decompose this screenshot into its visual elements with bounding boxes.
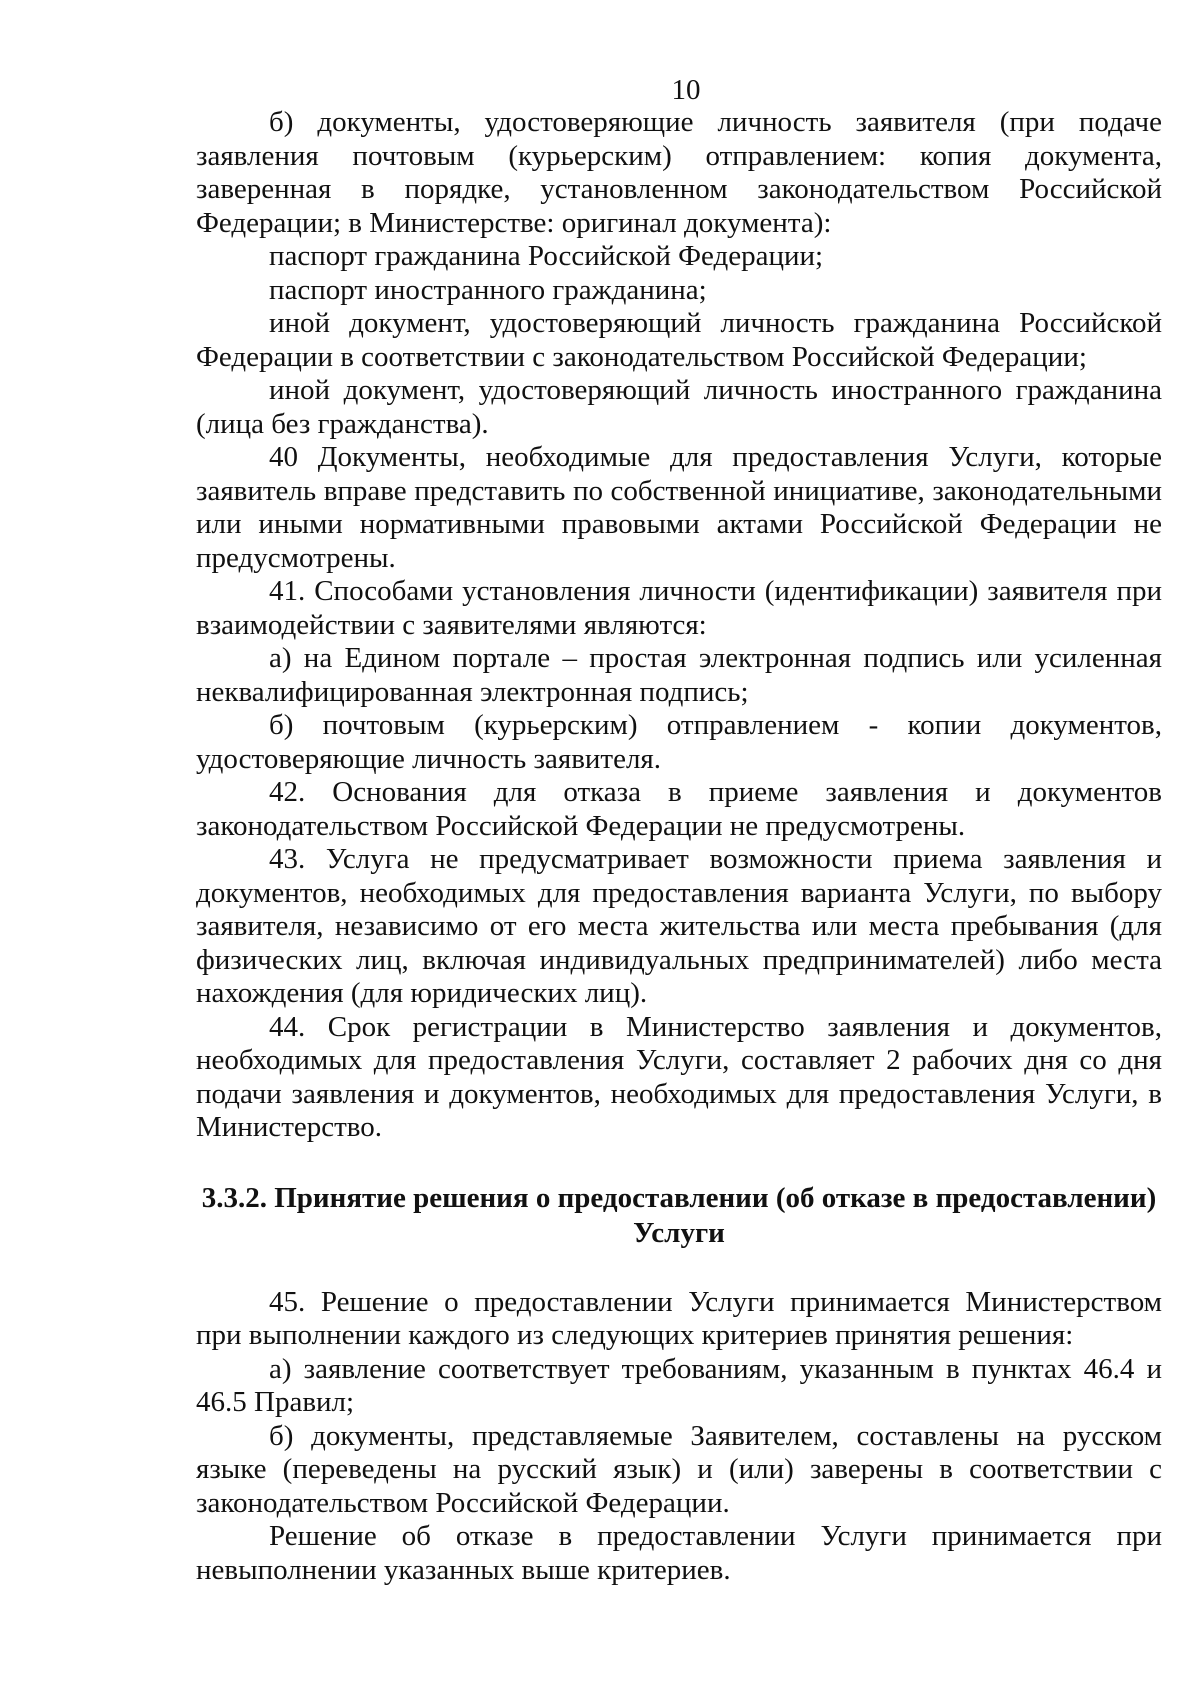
paragraph: б) почтовым (курьерским) отправлением - копии документов, удостоверяющие личность заявителя. (196, 709, 1162, 775)
paragraph: 42. Основания для отказа в приеме заявления и документов законодательством Российской Федерации не предусмотрены. (196, 776, 1162, 842)
paragraph: иной документ, удостоверяющий личность иностранного гражданина (лица без гражданства). (196, 374, 1162, 440)
paragraph: 40 Документы, необходимые для предоставления Услуги, которые заявитель вправе представить по собственной инициативе, законодательными или иными нормативными правовыми актами Российской Федерации не предусмотрены. (196, 441, 1162, 574)
paragraph: 41. Способами установления личности (идентификации) заявителя при взаимодействии с заявителями являются: (196, 575, 1162, 641)
paragraph: Решение об отказе в предоставлении Услуги принимается при невыполнении указанных выше критериев. (196, 1520, 1162, 1586)
section-heading (196, 1181, 1162, 1251)
paragraph: б) документы, представляемые Заявителем, составлены на русском языке (переведены на русский язык) и (или) заверены в соответствии с законодательством Российской Федерации. (196, 1419, 1162, 1519)
paragraph: б) документы, удостоверяющие личность заявителя (при подаче заявления почтовым (курьерским) отправлением: копия документа, заверенная в порядке, установленном законодательством Российской Федерации; в Министерстве: оригинал документа): (196, 106, 1162, 239)
paragraph: 44. Срок регистрации в Министерство заявления и документов, необходимых для предоставления Услуги, составляет 2 рабочих дня со дня подачи заявления и документов, необходимых для предоставления Услуги, в Министерство. (196, 1010, 1162, 1143)
section-heading-line: 3.3.2. Принятие решения о предоставлении (об отказе в предоставлении) (201, 1181, 1157, 1214)
paragraph: а) на Едином портале – простая электронная подпись или усиленная неквалифицированная электронная подпись; (196, 642, 1162, 708)
paragraph: иной документ, удостоверяющий личность гражданина Российской Федерации в соответствии с законодательством Российской Федерации; (196, 307, 1162, 373)
document-body (196, 106, 1162, 1587)
paragraph: а) заявление соответствует требованиям, указанным в пунктах 46.4 и 46.5 Правил; (196, 1352, 1162, 1418)
paragraph: паспорт иностранного гражданина; (269, 273, 707, 306)
paragraph: 45. Решение о предоставлении Услуги принимается Министерством при выполнении каждого из следующих критериев принятия решения: (196, 1285, 1162, 1351)
paragraph: 43. Услуга не предусматривает возможности приема заявления и документов, необходимых для предоставления варианта Услуги, по выбору заявителя, независимо от его места жительства или места пребывания (для физических лиц, включая индивидуальных предпринимателей) либо места нахождения (для юридических лиц). (196, 843, 1162, 1009)
page-number: 10 (671, 74, 701, 106)
paragraph: паспорт гражданина Российской Федерации; (269, 240, 824, 272)
section-heading-line: Услуги (633, 1216, 725, 1249)
